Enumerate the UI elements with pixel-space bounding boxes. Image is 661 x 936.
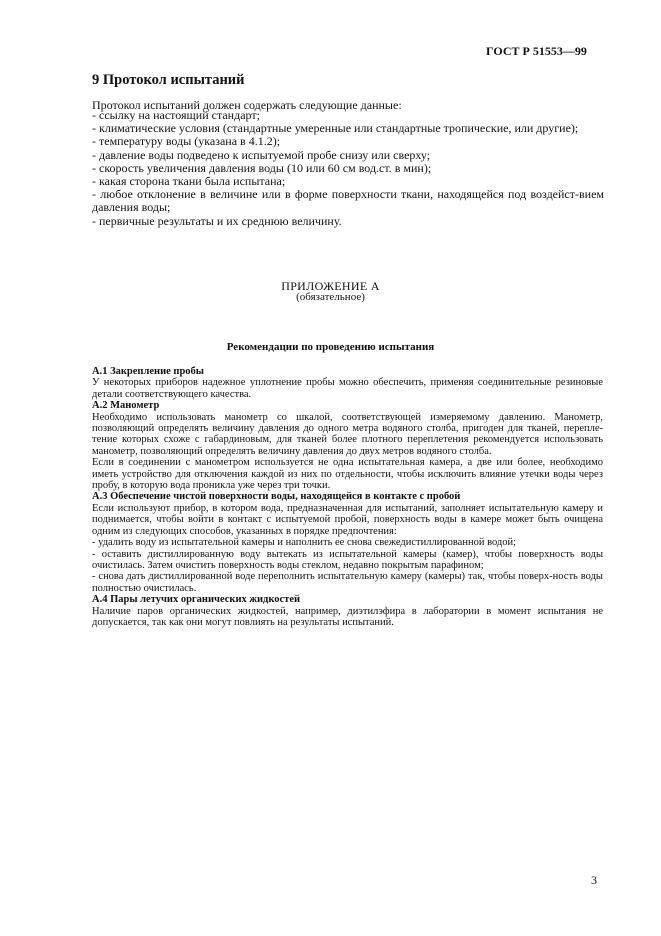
paragraph: Если в соединении с манометром используется не одна испытательная камера, а две или более, необходимо иметь устройство для отключения каждой из них по отдельности, чтобы исключить влияние утечки воды через пробу, в которую вода проникла уже через три точки. [92,457,603,492]
subsection-title-a4: А.4 Пары летучих органических жидкостей [92,594,301,606]
standard-id: ГОСТ Р 51553—99 [486,44,587,58]
page-number: 3 [591,873,597,887]
list-item: - климатические условия (стандартные умеренные или стандартные тропические, или другие); [92,121,579,136]
subsection-title-a1: А.1 Закрепление пробы [92,366,204,377]
paragraph: У некоторых приборов надежное уплотнение пробы можно обеспечить, применяя соединительные резиновые детали соответствующего качества. [92,377,603,400]
list-item: - ссылку на настоящий стандарт; [92,108,260,122]
subsection-title-a3: А.3 Обеспечение чистой поверхности воды, находящейся в контакте с пробой [92,491,461,503]
paragraph: Необходимо использовать манометр со шкалой, соответствующей измеряемому давлению. Манометр, позволяющий определять величину давления до одного метра водяного столба, пригоден для тканей, перепле-тение которых схоже с габардиновым, для тканей более плотного переплетения рекомендуется использовать манометр, позволяющий определять величину давления до двух метров водяного столба. [92,411,603,457]
appendix-body [92,366,603,628]
appendix-heading: Рекомендации по проведению испытания [226,341,435,353]
list-item: - первичные результаты и их среднюю величину. [92,213,342,228]
list-item: - снова дать дистиллированной воде переполнить испытательную камеру (камеры) так, чтобы поверх-ность воды полностью очистилась. [92,571,603,594]
list-item: - любое отклонение в величине или в форме поверхности ткани, находящейся под воздейст-вием давления воды; [92,187,604,215]
list-item: - скорость увеличения давления воды (10 или 60 см вод.ст. в мин); [92,160,432,175]
list-item: - давление воды подведено к испытуемой пробе снизу или сверху; [92,147,431,162]
appendix-title: ПРИЛОЖЕНИЕ А [281,279,380,293]
requirements-list [92,109,604,228]
section-lead: Протокол испытаний должен содержать следующие данные: [92,98,402,112]
list-item: - температуру воды (указана в 4.1.2); [92,134,281,149]
paragraph: Если используют прибор, в котором вода, предназначенная для испытаний, заполняет испытательную камеру и поднимается, чтобы войти в контакт с испытуемой пробой, поверхность воды в камере может быть очищена одним из следующих способов, указанных в порядке предпочтения: [92,502,603,537]
list-item: - оставить дистиллированную воду вытекать из испытательной камеры (камер), чтобы поверхность воды очистилась. Затем очистить поверхность воды стеклом, недавно покрытым парафином; [92,548,603,571]
paragraph: Наличие паров органических жидкостей, например, диэтилэфира в лаборатории в момент испытания не допускается, так как они могут повлиять на результаты испытаний. [92,605,603,628]
appendix-subtitle: (обязательное) [296,291,365,303]
subsection-title-a2: А.2 Манометр [92,400,160,412]
list-item: - удалить воду из испытательной камеры и наполнить ее снова свежедистиллированной водой; [92,537,517,549]
section-title: 9 Протокол испытаний [92,72,245,88]
list-item: - какая сторона ткани была испытана; [92,174,286,189]
